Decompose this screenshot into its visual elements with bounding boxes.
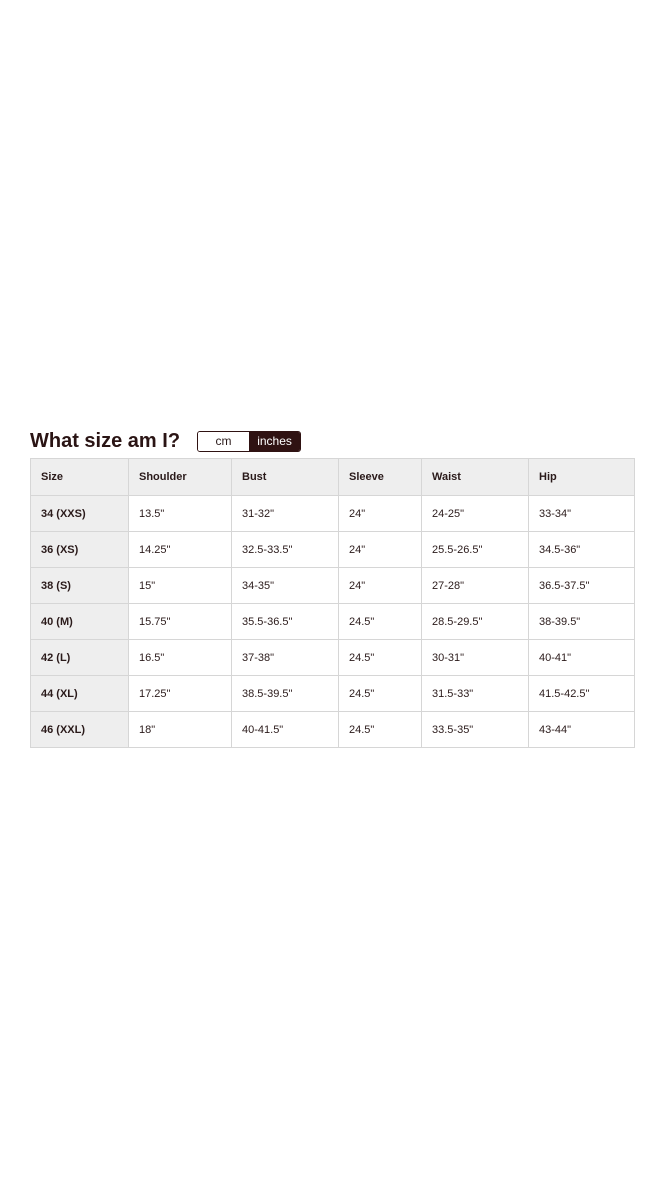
unit-option-cm[interactable]: cm [198, 432, 249, 451]
shoulder-value: 14.25" [129, 532, 232, 568]
waist-value: 33.5-35" [422, 712, 529, 748]
size-label: 42 (L) [31, 640, 129, 676]
shoulder-value: 13.5" [129, 496, 232, 532]
table-row [31, 496, 635, 532]
column-header-sleeve: Sleeve [339, 459, 422, 496]
table-row [31, 712, 635, 748]
shoulder-value: 15" [129, 568, 232, 604]
table-row [31, 640, 635, 676]
waist-value: 30-31" [422, 640, 529, 676]
header-row [31, 459, 635, 496]
waist-value: 31.5-33" [422, 676, 529, 712]
hip-value: 34.5-36" [529, 532, 635, 568]
shoulder-value: 16.5" [129, 640, 232, 676]
column-header-bust: Bust [232, 459, 339, 496]
sleeve-value: 24" [339, 496, 422, 532]
hip-value: 40-41" [529, 640, 635, 676]
shoulder-value: 17.25" [129, 676, 232, 712]
sleeve-value: 24" [339, 532, 422, 568]
size-table-header [31, 459, 635, 496]
bust-value: 40-41.5" [232, 712, 339, 748]
size-label: 38 (S) [31, 568, 129, 604]
sleeve-value: 24.5" [339, 712, 422, 748]
bust-value: 35.5-36.5" [232, 604, 339, 640]
table-row [31, 604, 635, 640]
column-header-hip: Hip [529, 459, 635, 496]
unit-option-inches[interactable]: inches [249, 432, 300, 451]
shoulder-value: 18" [129, 712, 232, 748]
column-header-shoulder: Shoulder [129, 459, 232, 496]
size-label: 34 (XXS) [31, 496, 129, 532]
bust-value: 34-35" [232, 568, 339, 604]
bust-value: 38.5-39.5" [232, 676, 339, 712]
sleeve-value: 24.5" [339, 604, 422, 640]
hip-value: 36.5-37.5" [529, 568, 635, 604]
waist-value: 25.5-26.5" [422, 532, 529, 568]
size-table-body [31, 496, 635, 748]
unit-toggle [197, 431, 301, 452]
bust-value: 37-38" [232, 640, 339, 676]
size-guide [30, 428, 634, 748]
bust-value: 31-32" [232, 496, 339, 532]
size-table [30, 458, 635, 748]
column-header-waist: Waist [422, 459, 529, 496]
size-label: 46 (XXL) [31, 712, 129, 748]
size-label: 40 (M) [31, 604, 129, 640]
table-row [31, 568, 635, 604]
waist-value: 27-28" [422, 568, 529, 604]
sleeve-value: 24.5" [339, 676, 422, 712]
column-header-size: Size [31, 459, 129, 496]
waist-value: 24-25" [422, 496, 529, 532]
size-guide-title: What size am I? [30, 430, 181, 452]
size-label: 44 (XL) [31, 676, 129, 712]
size-label: 36 (XS) [31, 532, 129, 568]
table-row [31, 532, 635, 568]
sleeve-value: 24" [339, 568, 422, 604]
bust-value: 32.5-33.5" [232, 532, 339, 568]
hip-value: 38-39.5" [529, 604, 635, 640]
hip-value: 43-44" [529, 712, 635, 748]
hip-value: 33-34" [529, 496, 635, 532]
table-row [31, 676, 635, 712]
hip-value: 41.5-42.5" [529, 676, 635, 712]
waist-value: 28.5-29.5" [422, 604, 529, 640]
size-guide-header [30, 428, 634, 454]
shoulder-value: 15.75" [129, 604, 232, 640]
sleeve-value: 24.5" [339, 640, 422, 676]
